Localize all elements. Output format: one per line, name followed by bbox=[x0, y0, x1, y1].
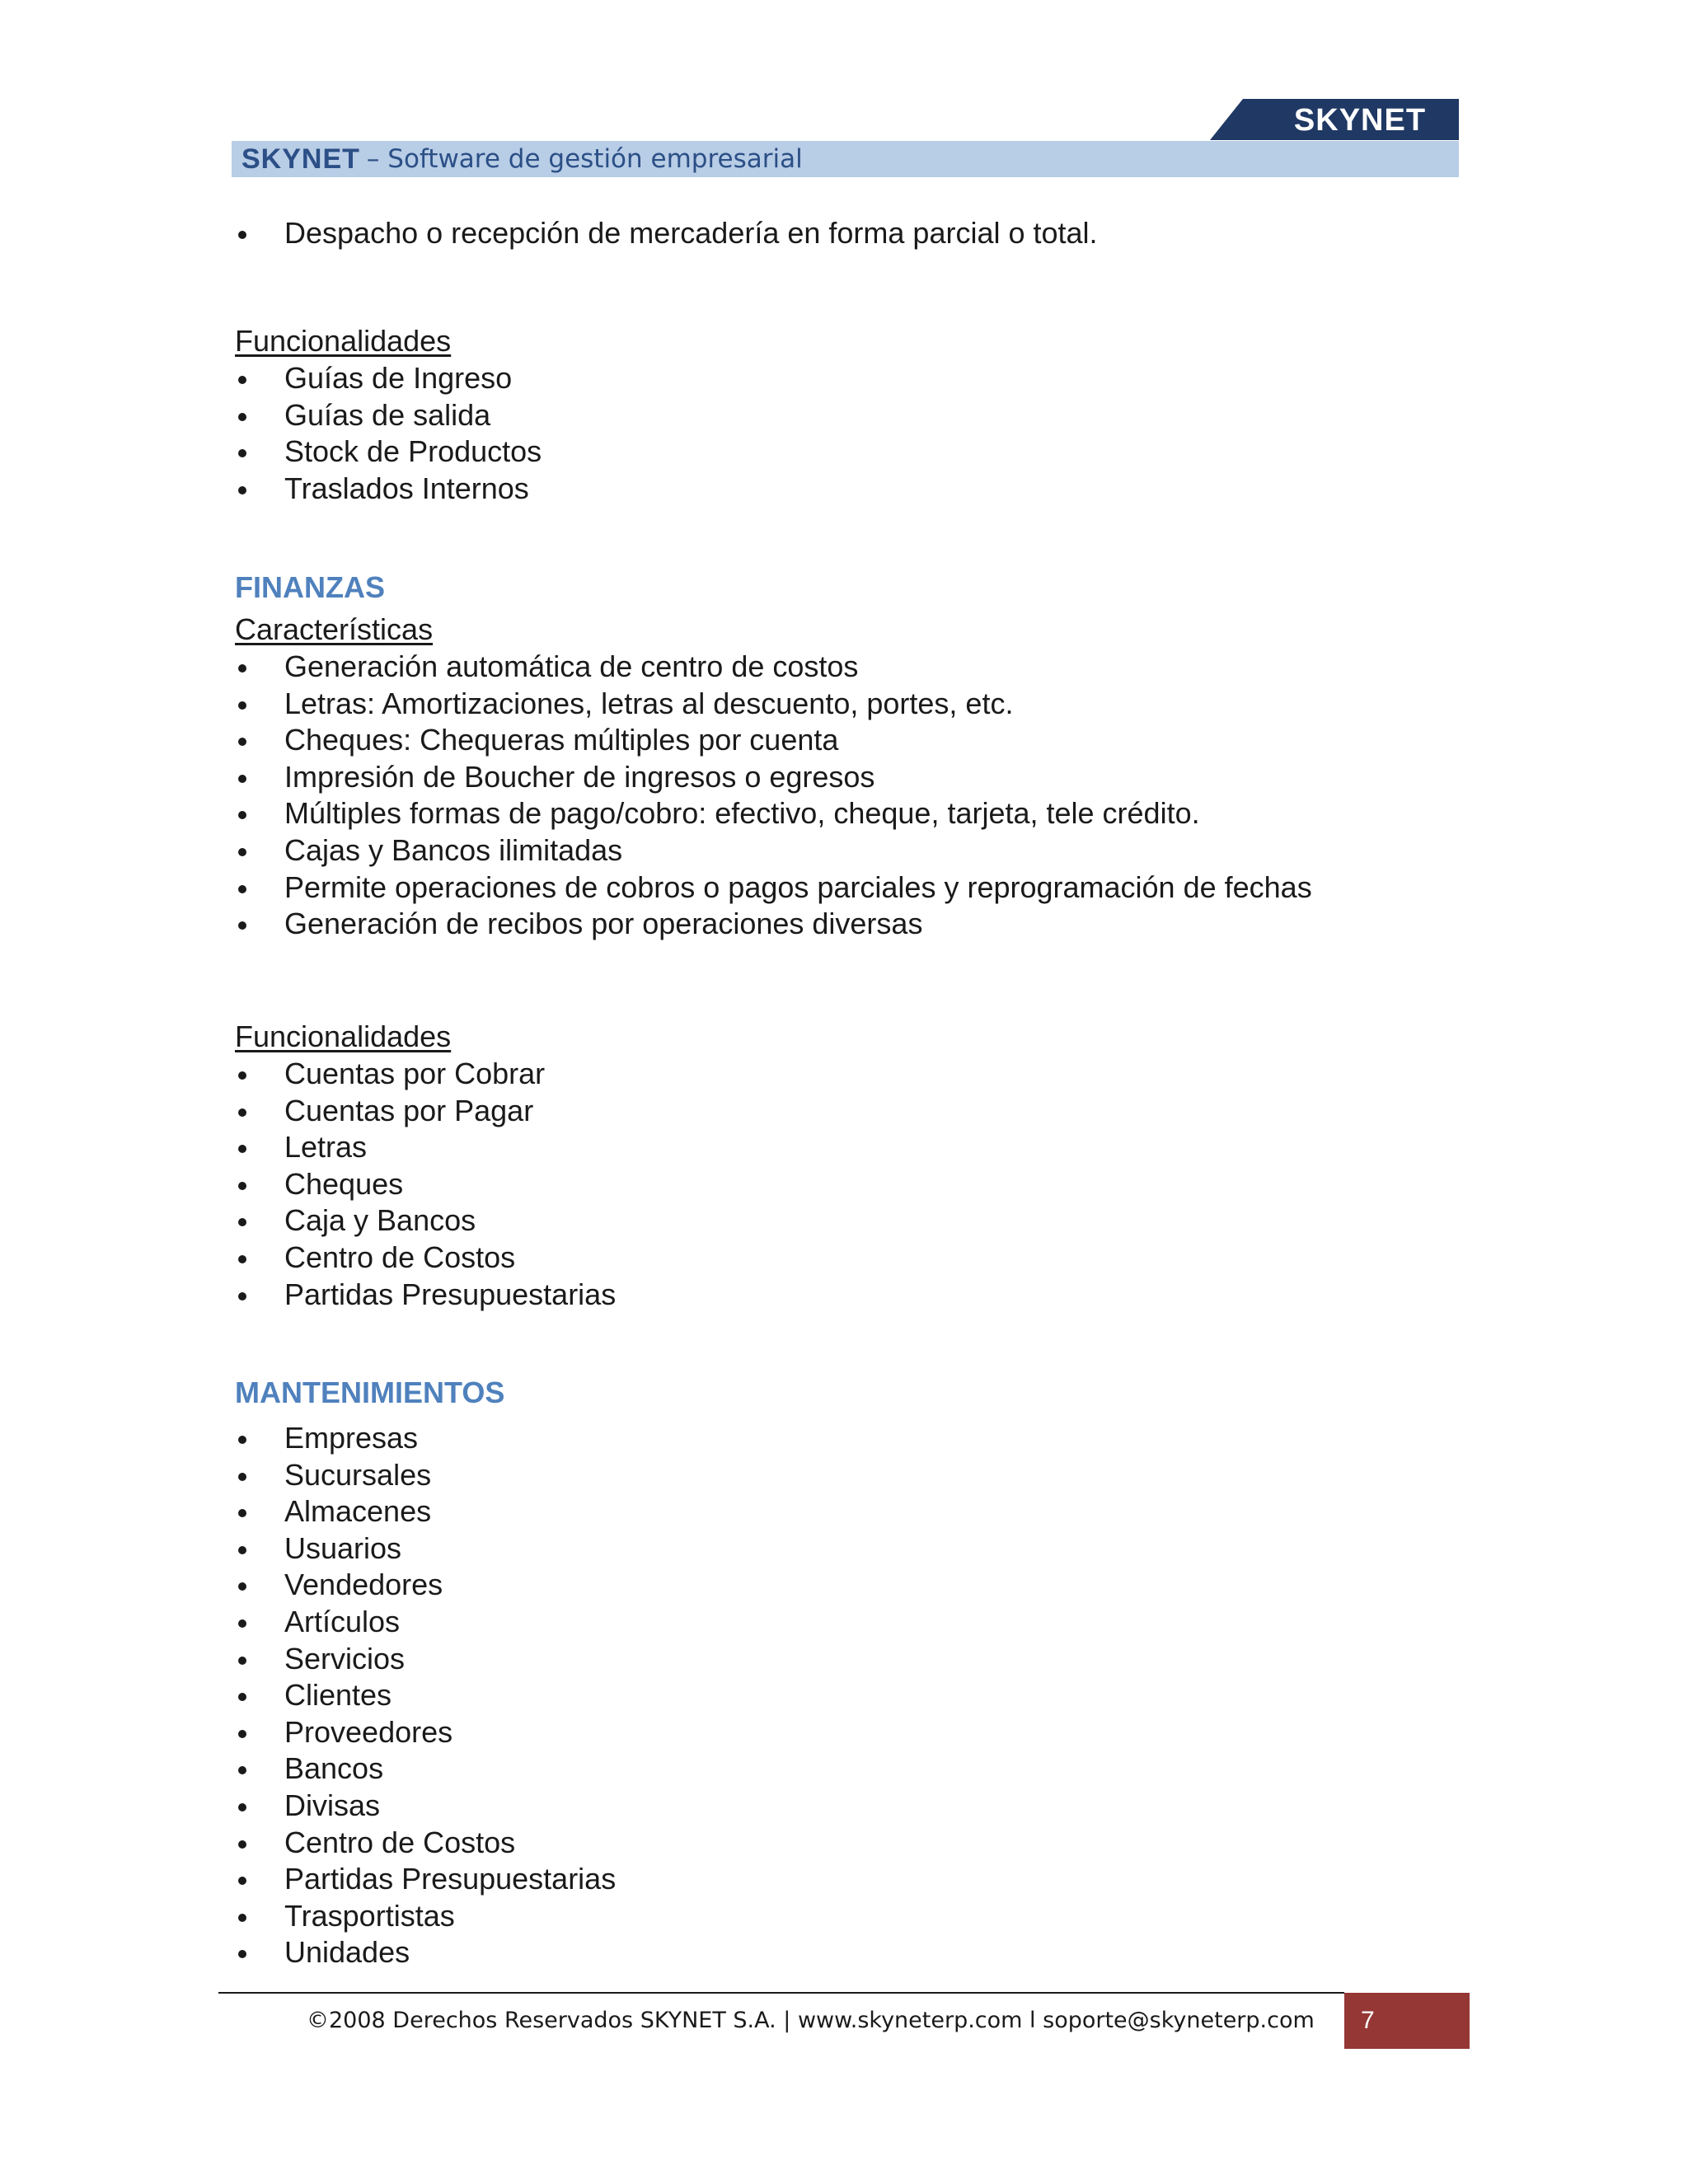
list-item-text: Impresión de Boucher de ingresos o egresos bbox=[284, 759, 875, 794]
list-item-text: Letras: Amortizaciones, letras al descuento, portes, etc. bbox=[284, 686, 1014, 720]
bullet-icon bbox=[235, 1641, 284, 1677]
finanzas-funcionalidades-heading: Funcionalidades bbox=[235, 1019, 452, 1053]
list-item bbox=[235, 1825, 515, 1861]
list-item-text: Permite operaciones de cobros o pagos parciales y reprogramación de fechas bbox=[284, 869, 1312, 904]
bullet-icon bbox=[235, 795, 284, 832]
list-item-text: Despacho o recepción de mercadería en forma parcial o total. bbox=[284, 216, 1098, 250]
bullet-icon bbox=[235, 759, 284, 795]
bullet-icon bbox=[235, 434, 284, 470]
list-item bbox=[235, 869, 1312, 906]
list-item-text: Cheques: Chequeras múltiples por cuenta bbox=[284, 723, 839, 757]
bullet-icon bbox=[235, 1788, 284, 1824]
list-item bbox=[235, 1202, 476, 1239]
finanzas-caracteristicas-heading: Características bbox=[235, 612, 434, 646]
bullet-icon bbox=[235, 1677, 284, 1713]
bullet-icon bbox=[235, 1861, 284, 1897]
bullet-icon bbox=[235, 1934, 284, 1971]
list-item-text: Divisas bbox=[284, 1788, 381, 1822]
bullet-icon bbox=[235, 1493, 284, 1530]
list-item bbox=[235, 434, 542, 470]
bullet-icon bbox=[235, 1825, 284, 1861]
list-item bbox=[235, 1277, 616, 1313]
list-item bbox=[235, 686, 1013, 722]
list-item bbox=[235, 1129, 367, 1165]
list-item bbox=[235, 397, 490, 434]
bullet-icon bbox=[235, 360, 284, 396]
list-item bbox=[235, 471, 529, 507]
list-item bbox=[235, 1240, 515, 1276]
mantenimientos-heading: MANTENIMIENTOS bbox=[235, 1376, 505, 1409]
list-item bbox=[235, 1567, 443, 1603]
bullet-icon bbox=[235, 832, 284, 869]
list-item-text: Generación automática de centro de costos bbox=[284, 649, 859, 683]
list-item-text: Letras bbox=[284, 1130, 368, 1165]
list-item-text: Trasportistas bbox=[284, 1898, 455, 1933]
bullet-icon bbox=[235, 686, 284, 722]
list-item bbox=[235, 906, 922, 942]
list-item-text: Sucursales bbox=[284, 1457, 432, 1492]
finanzas-heading: FINANZAS bbox=[235, 570, 385, 604]
list-item-text: Partidas Presupuestarias bbox=[284, 1862, 617, 1896]
list-item-text: Bancos bbox=[284, 1751, 384, 1786]
bullet-icon bbox=[235, 1604, 284, 1640]
list-item bbox=[235, 1788, 380, 1824]
list-item-text: Partidas Presupuestarias bbox=[284, 1277, 617, 1311]
list-item bbox=[235, 1056, 545, 1092]
list-item bbox=[235, 1677, 392, 1713]
bullet-icon bbox=[235, 722, 284, 758]
header-tagline: – Software de gestión empresarial bbox=[366, 144, 803, 174]
bullet-icon bbox=[235, 906, 284, 942]
list-item bbox=[235, 1457, 431, 1493]
list-item-text: Centro de Costos bbox=[284, 1240, 516, 1274]
list-item bbox=[235, 1420, 418, 1456]
list-item-text: Cheques bbox=[284, 1166, 404, 1201]
header-brand-name: SKYNET bbox=[241, 143, 360, 175]
list-item bbox=[235, 1530, 401, 1567]
bullet-icon bbox=[235, 1093, 284, 1129]
bullet-icon bbox=[235, 215, 284, 251]
list-item bbox=[235, 722, 838, 758]
list-item bbox=[235, 1898, 455, 1934]
list-item bbox=[235, 759, 874, 795]
bullet-icon bbox=[235, 869, 284, 906]
list-item bbox=[235, 1166, 403, 1202]
list-item-text: Almacenes bbox=[284, 1494, 432, 1529]
bullet-icon bbox=[235, 1240, 284, 1276]
list-item-text: Caja y Bancos bbox=[284, 1203, 476, 1238]
list-item bbox=[235, 1861, 616, 1897]
list-item bbox=[235, 649, 858, 685]
list-item bbox=[235, 832, 622, 869]
list-item bbox=[235, 1714, 452, 1750]
list-item bbox=[235, 360, 512, 396]
list-item bbox=[235, 1934, 410, 1971]
list-item bbox=[235, 1093, 533, 1129]
bullet-icon bbox=[235, 1714, 284, 1750]
list-item-text: Servicios bbox=[284, 1641, 406, 1675]
bullet-icon bbox=[235, 649, 284, 685]
list-item-text: Stock de Productos bbox=[284, 434, 542, 469]
bullet-icon bbox=[235, 1530, 284, 1567]
list-item-text: Cajas y Bancos ilimitadas bbox=[284, 833, 623, 867]
list-item-text: Guías de Ingreso bbox=[284, 361, 513, 395]
bullet-icon bbox=[235, 1420, 284, 1456]
bullet-icon bbox=[235, 1277, 284, 1313]
list-item-text: Proveedores bbox=[284, 1714, 453, 1749]
list-item-text: Cuentas por Cobrar bbox=[284, 1057, 546, 1090]
almacen-funcionalidades-heading: Funcionalidades bbox=[235, 324, 452, 358]
list-item-text: Clientes bbox=[284, 1678, 392, 1713]
list-item-text: Generación de recibos por operaciones diversas bbox=[284, 907, 923, 941]
header-brand bbox=[241, 138, 803, 180]
list-item bbox=[235, 215, 1098, 251]
page-number-box bbox=[1344, 1993, 1470, 2049]
list-item-text: Centro de Costos bbox=[284, 1825, 516, 1859]
bullet-icon bbox=[235, 471, 284, 507]
list-item-text: Traslados Internos bbox=[284, 471, 529, 505]
footer-rule bbox=[218, 1992, 1344, 1994]
skynet-logo bbox=[1210, 99, 1459, 140]
bullet-icon bbox=[235, 1129, 284, 1165]
list-item bbox=[235, 1604, 400, 1640]
list-item-text: Artículos bbox=[284, 1605, 401, 1638]
bullet-icon bbox=[235, 1898, 284, 1934]
list-item-text: Vendedores bbox=[284, 1568, 443, 1602]
bullet-icon bbox=[235, 1056, 284, 1092]
list-item-text: Usuarios bbox=[284, 1530, 402, 1565]
list-item-text: Empresas bbox=[284, 1421, 419, 1455]
list-item-text: Múltiples formas de pago/cobro: efectivo, cheque, tarjeta, tele crédito. bbox=[284, 796, 1200, 831]
list-item bbox=[235, 795, 1200, 832]
list-item bbox=[235, 1493, 431, 1530]
logo-text: SKYNET bbox=[1293, 103, 1427, 138]
bullet-icon bbox=[235, 1166, 284, 1202]
page-number: 7 bbox=[1361, 2007, 1375, 2034]
footer-text: ©2008 Derechos Reservados SKYNET S.A. | www.skyneterp.com l soporte@skyneterp.com bbox=[307, 2008, 1315, 2033]
list-item-text: Guías de salida bbox=[284, 397, 491, 432]
bullet-icon bbox=[235, 1202, 284, 1239]
list-item bbox=[235, 1750, 383, 1787]
bullet-icon bbox=[235, 397, 284, 434]
bullet-icon bbox=[235, 1750, 284, 1787]
list-item-text: Cuentas por Pagar bbox=[284, 1093, 534, 1127]
list-item bbox=[235, 1641, 405, 1677]
bullet-icon bbox=[235, 1457, 284, 1493]
bullet-icon bbox=[235, 1567, 284, 1603]
list-item-text: Unidades bbox=[284, 1935, 410, 1970]
